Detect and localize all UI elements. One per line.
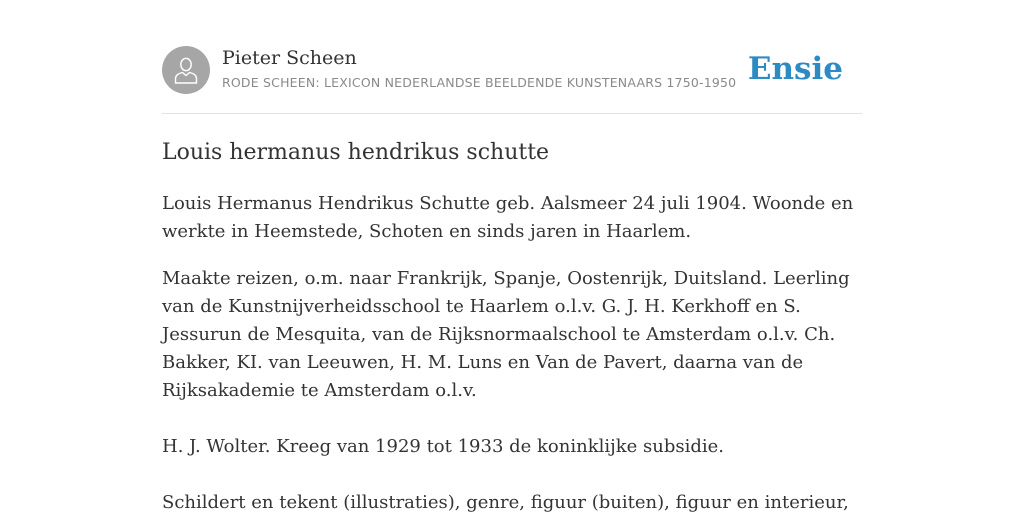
article-paragraph: Maakte reizen, o.m. naar Frankrijk, Spanje, Oostenrijk, Duitsland. Leerling van de Kunstnijverheidsschool te Haarlem o.l.v. G. J. H. Kerkhoff en S. Jessurun de Mesquita, van de Rijksnormaalschool te Amsterdam o.l.v. Ch. Bakker, KI. van Leeuwen, H. M. Luns en Van de Pavert, daarna van de Rijksakademie te Amsterdam o.l.v. — [162, 268, 850, 401]
author-avatar[interactable] — [162, 46, 210, 94]
article-header — [162, 46, 862, 114]
article-title: Louis hermanus hendrikus schutte — [162, 140, 550, 165]
brand-logo[interactable]: Ensie — [747, 51, 843, 87]
article-body — [162, 138, 864, 512]
article-paragraph: Schildert en tekent (illustraties), genre, figuur (buiten), figuur en interieur, — [162, 492, 849, 512]
author-name[interactable]: Pieter Scheen — [222, 47, 357, 69]
source-name[interactable]: RODE SCHEEN: LEXICON NEDERLANDSE BEELDENDE KUNSTENAARS 1750-1950 — [222, 75, 737, 90]
article-paragraph: Louis Hermanus Hendrikus Schutte geb. Aalsmeer 24 juli 1904. Woonde en werkte in Heemstede, Schoten en sinds jaren in Haarlem. — [162, 193, 854, 242]
user-icon — [174, 56, 198, 84]
article-paragraph: H. J. Wolter. Kreeg van 1929 tot 1933 de koninklijke subsidie. — [162, 436, 724, 457]
